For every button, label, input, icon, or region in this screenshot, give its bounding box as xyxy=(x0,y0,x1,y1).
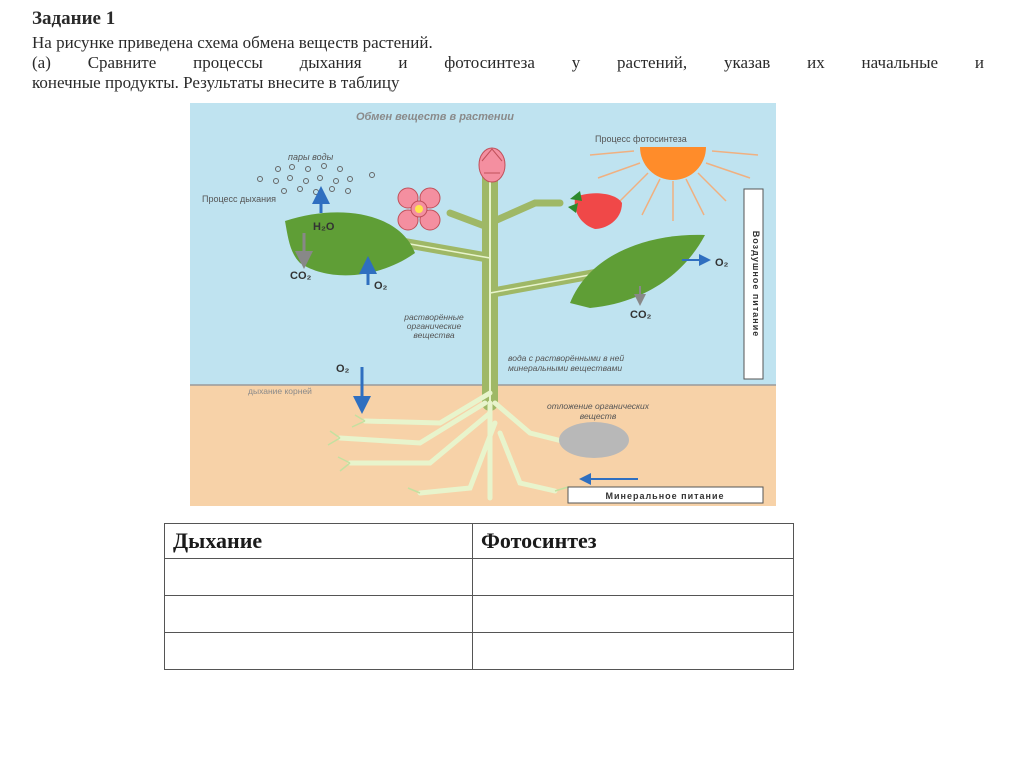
organic-storage-blob xyxy=(559,422,629,458)
table-row xyxy=(165,596,794,633)
task-line-1: На рисунке приведена схема обмена веществ растений. xyxy=(32,33,433,52)
table-row xyxy=(165,633,794,670)
svg-text:органические: органические xyxy=(406,321,462,331)
table-cell[interactable] xyxy=(473,633,794,670)
label-photosynthesis-process: Процесс фотосинтеза xyxy=(595,134,687,144)
task-line-2: (а) Сравните процессы дыхания и фотосинтеза у растений, указав их начальные и xyxy=(32,53,984,72)
svg-text:вода с растворёнными в ней: вода с растворёнными в ней xyxy=(508,353,625,363)
label-air-nutrition: Воздушное питание xyxy=(751,230,761,338)
table-header-row xyxy=(165,524,794,559)
header-photosynthesis: Фотосинтез xyxy=(473,524,794,559)
label-o2-right: O₂ xyxy=(715,257,729,269)
table-cell[interactable] xyxy=(165,633,473,670)
comparison-table xyxy=(164,523,794,670)
label-co2-right: CO₂ xyxy=(630,309,652,321)
table-cell[interactable] xyxy=(165,559,473,596)
header-respiration: Дыхание xyxy=(165,524,473,559)
bud-icon xyxy=(479,148,505,182)
table-cell[interactable] xyxy=(165,596,473,633)
svg-text:вещества: вещества xyxy=(413,330,455,340)
task-title: Задание 1 xyxy=(32,8,116,29)
svg-text:растворённые: растворённые xyxy=(404,312,464,322)
label-water-vapor: пары воды xyxy=(288,152,334,162)
task-line-3: конечные продукты. Результаты внесите в таблицу xyxy=(32,73,400,92)
table-cell[interactable] xyxy=(473,596,794,633)
svg-text:минеральными веществами: минеральными веществами xyxy=(508,363,623,373)
label-h2o: H₂O xyxy=(313,221,335,233)
label-root-respiration: дыхание корней xyxy=(248,386,312,396)
plant-metabolism-diagram xyxy=(190,103,776,506)
svg-text:веществ: веществ xyxy=(579,411,617,421)
table-row xyxy=(165,559,794,596)
svg-text:отложение органических: отложение органических xyxy=(547,401,649,411)
label-respiration-process: Процесс дыхания xyxy=(202,194,277,204)
diagram-title: Обмен веществ в растении xyxy=(355,111,515,123)
label-o2-left: O₂ xyxy=(374,280,388,292)
label-water-minerals xyxy=(508,353,624,373)
label-mineral-nutrition: Минеральное питание xyxy=(605,491,725,501)
label-o2-root: O₂ xyxy=(336,363,350,375)
table-cell[interactable] xyxy=(473,559,794,596)
label-co2-left: CO₂ xyxy=(290,270,312,282)
